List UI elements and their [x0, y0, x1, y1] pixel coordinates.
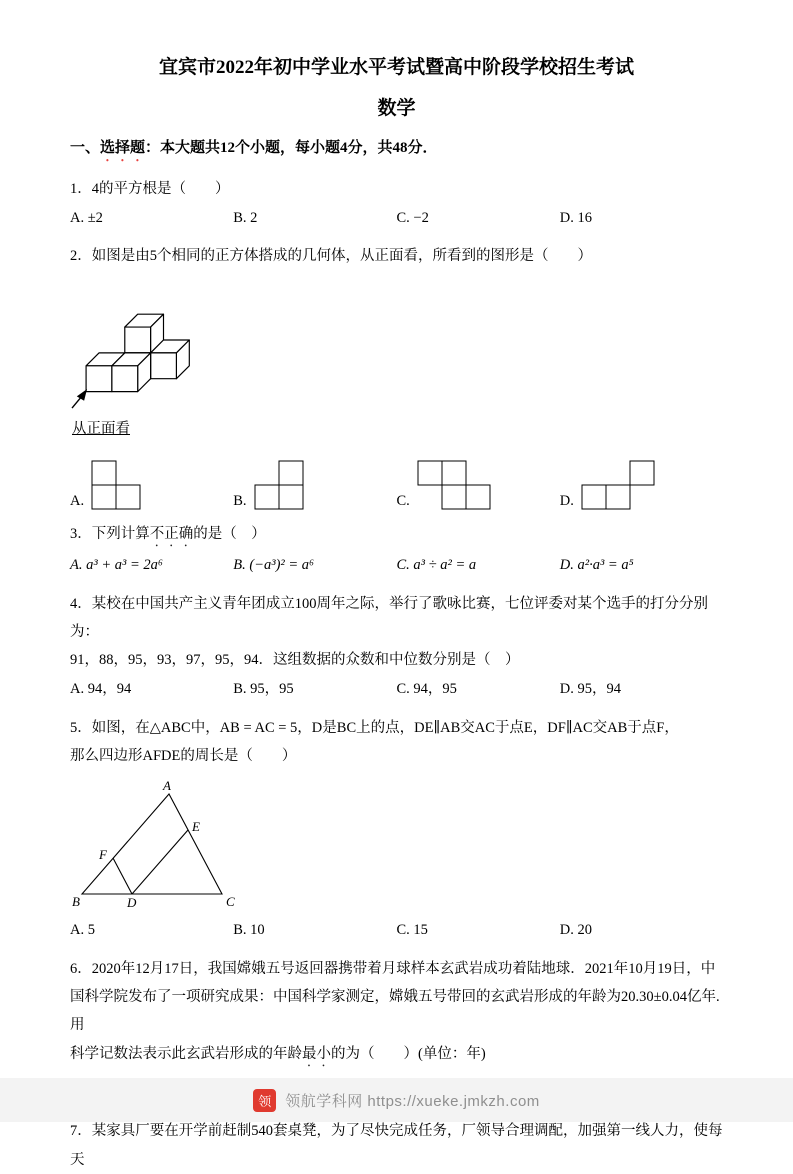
q2-option-c-label: C. [396, 492, 410, 509]
q6-emphasized: 最小 [302, 1045, 331, 1062]
question-6-line3 [70, 1040, 723, 1070]
figure-caption: 从正面看 [72, 420, 130, 437]
question-3-options [70, 552, 723, 580]
q4-option-b: B. 95，95 [233, 681, 294, 698]
vertex-label-d: D [127, 895, 137, 911]
site-logo-icon: 领 [253, 1089, 276, 1112]
q4-option-c: C. 94，95 [396, 681, 457, 698]
question-6-line2: 国科学院发布了一项研究成果：中国科学家测定，嫦娥五号带回的玄武岩形成的年龄为20.30±0.04亿年.用 [70, 989, 720, 1034]
triangle-lines [82, 794, 222, 894]
section-rest: ：本大题共12个小题，每小题4分，共48分． [145, 139, 438, 156]
vertex-label-b: B [72, 894, 80, 910]
question-5-line1: 5．如图，在△ABC中，AB = AC = 5，D是BC上的点，DE∥AB交AC于点E，DF∥AC交AB于点F， [70, 719, 679, 736]
q1-option-d: D. 16 [559, 209, 592, 226]
section-header [70, 136, 723, 165]
q3-option-c: C. a³ ÷ a² = a [396, 556, 477, 573]
q6-line3-rest: 的为（ ）(单位：年) [331, 1045, 486, 1062]
question-4-options [70, 676, 723, 704]
q3-option-a: A. a³ + a³ = 2a⁶ [70, 556, 163, 573]
footer-site-link[interactable]: 领航学科网 https://xueke.jmkzh.com [285, 1092, 540, 1110]
view-direction-arrow [72, 390, 86, 408]
q4-option-d: D. 95，94 [559, 681, 621, 698]
question-1-options [70, 205, 723, 233]
q2-option-d-shape [581, 460, 655, 510]
q2-option-a-shape [91, 460, 141, 510]
q2-option-d-label: D. [559, 492, 574, 509]
q2-option-c [397, 460, 560, 510]
q2-option-c-shape [417, 460, 491, 510]
question-4-line1: 4．某校在中国共产主义青年团成立100周年之际，举行了歌咏比赛，七位评委对某个选手的打分分别为： [70, 595, 708, 640]
q2-option-a-label: A. [70, 492, 85, 509]
q3-prefix: 3．下列计算 [70, 525, 150, 542]
section-prefix: 一、 [70, 139, 101, 156]
question-2-text: 2．如图是由5个相同的正方体搭成的几何体，从正面看，所看到的图形是（ ） [70, 248, 592, 265]
q2-option-d [560, 460, 723, 510]
section-title-emphasized: 选择题 [100, 139, 146, 156]
question-3 [70, 520, 723, 580]
question-4-line2: 91，88，95，93，97，95，94．这组数据的众数和中位数分别是（ ） [70, 652, 520, 669]
q2-option-b [233, 460, 396, 510]
q5-option-b: B. 10 [233, 922, 265, 939]
q3-rest: 的是（ ） [193, 525, 266, 542]
question-2-figure-options [70, 460, 723, 510]
q3-option-d: D. a²·a³ = a⁵ [559, 556, 634, 573]
question-7 [70, 1117, 723, 1174]
vertex-label-e: E [192, 819, 200, 835]
question-7-line1: 7．某家具厂要在开学前赶制540套桌凳，为了尽快完成任务，厂领导合理调配，加强第一线人力，使每天 [70, 1123, 723, 1168]
q3-option-b: B. (−a³)² = a⁶ [233, 556, 315, 573]
question-5 [70, 714, 723, 945]
question-5-options [70, 917, 723, 945]
question-2 [70, 242, 723, 510]
question-4 [70, 590, 723, 704]
exam-title: 宜宾市2022年初中学业水平考试暨高中阶段学校招生考试 [158, 57, 634, 78]
q5-option-c: C. 15 [396, 922, 428, 939]
question-3-text [70, 520, 723, 550]
vertex-label-c: C [226, 894, 235, 910]
question-5-figure [72, 778, 723, 915]
q5-option-a: A. 5 [70, 922, 95, 939]
question-1 [70, 175, 723, 233]
vertex-label-f: F [99, 847, 107, 863]
q2-option-b-label: B. [233, 492, 247, 509]
q1-option-a: A. ±2 [70, 209, 103, 226]
cubes-isometric-figure [72, 279, 194, 410]
question-2-figure [72, 279, 222, 438]
triangle-figure [72, 778, 247, 910]
q6-line3-prefix: 科学记数法表示此玄武岩形成的年龄 [70, 1045, 302, 1062]
q3-emphasized: 不正确 [149, 525, 194, 542]
q1-option-c: C. −2 [396, 209, 429, 226]
triangle-labels [72, 778, 235, 910]
exam-subject: 数学 [377, 97, 416, 119]
question-5-line2: 那么四边形AFDE的周长是（ ） [70, 748, 297, 765]
q4-option-a: A. 94，94 [70, 681, 132, 698]
q1-option-b: B. 2 [233, 209, 258, 226]
page-footer [0, 1078, 793, 1122]
q2-option-b-shape [254, 460, 304, 510]
vertex-label-a: A [163, 778, 171, 794]
question-1-text: 1．4的平方根是（ ） [70, 180, 230, 197]
cube-faces [86, 314, 189, 391]
q2-option-a [70, 460, 233, 510]
question-6-line1: 6．2020年12月17日，我国嫦娥五号返回器携带着月球样本玄武岩成功着陆地球．2021年10月19日，中 [70, 960, 716, 977]
q5-option-d: D. 20 [559, 922, 592, 939]
